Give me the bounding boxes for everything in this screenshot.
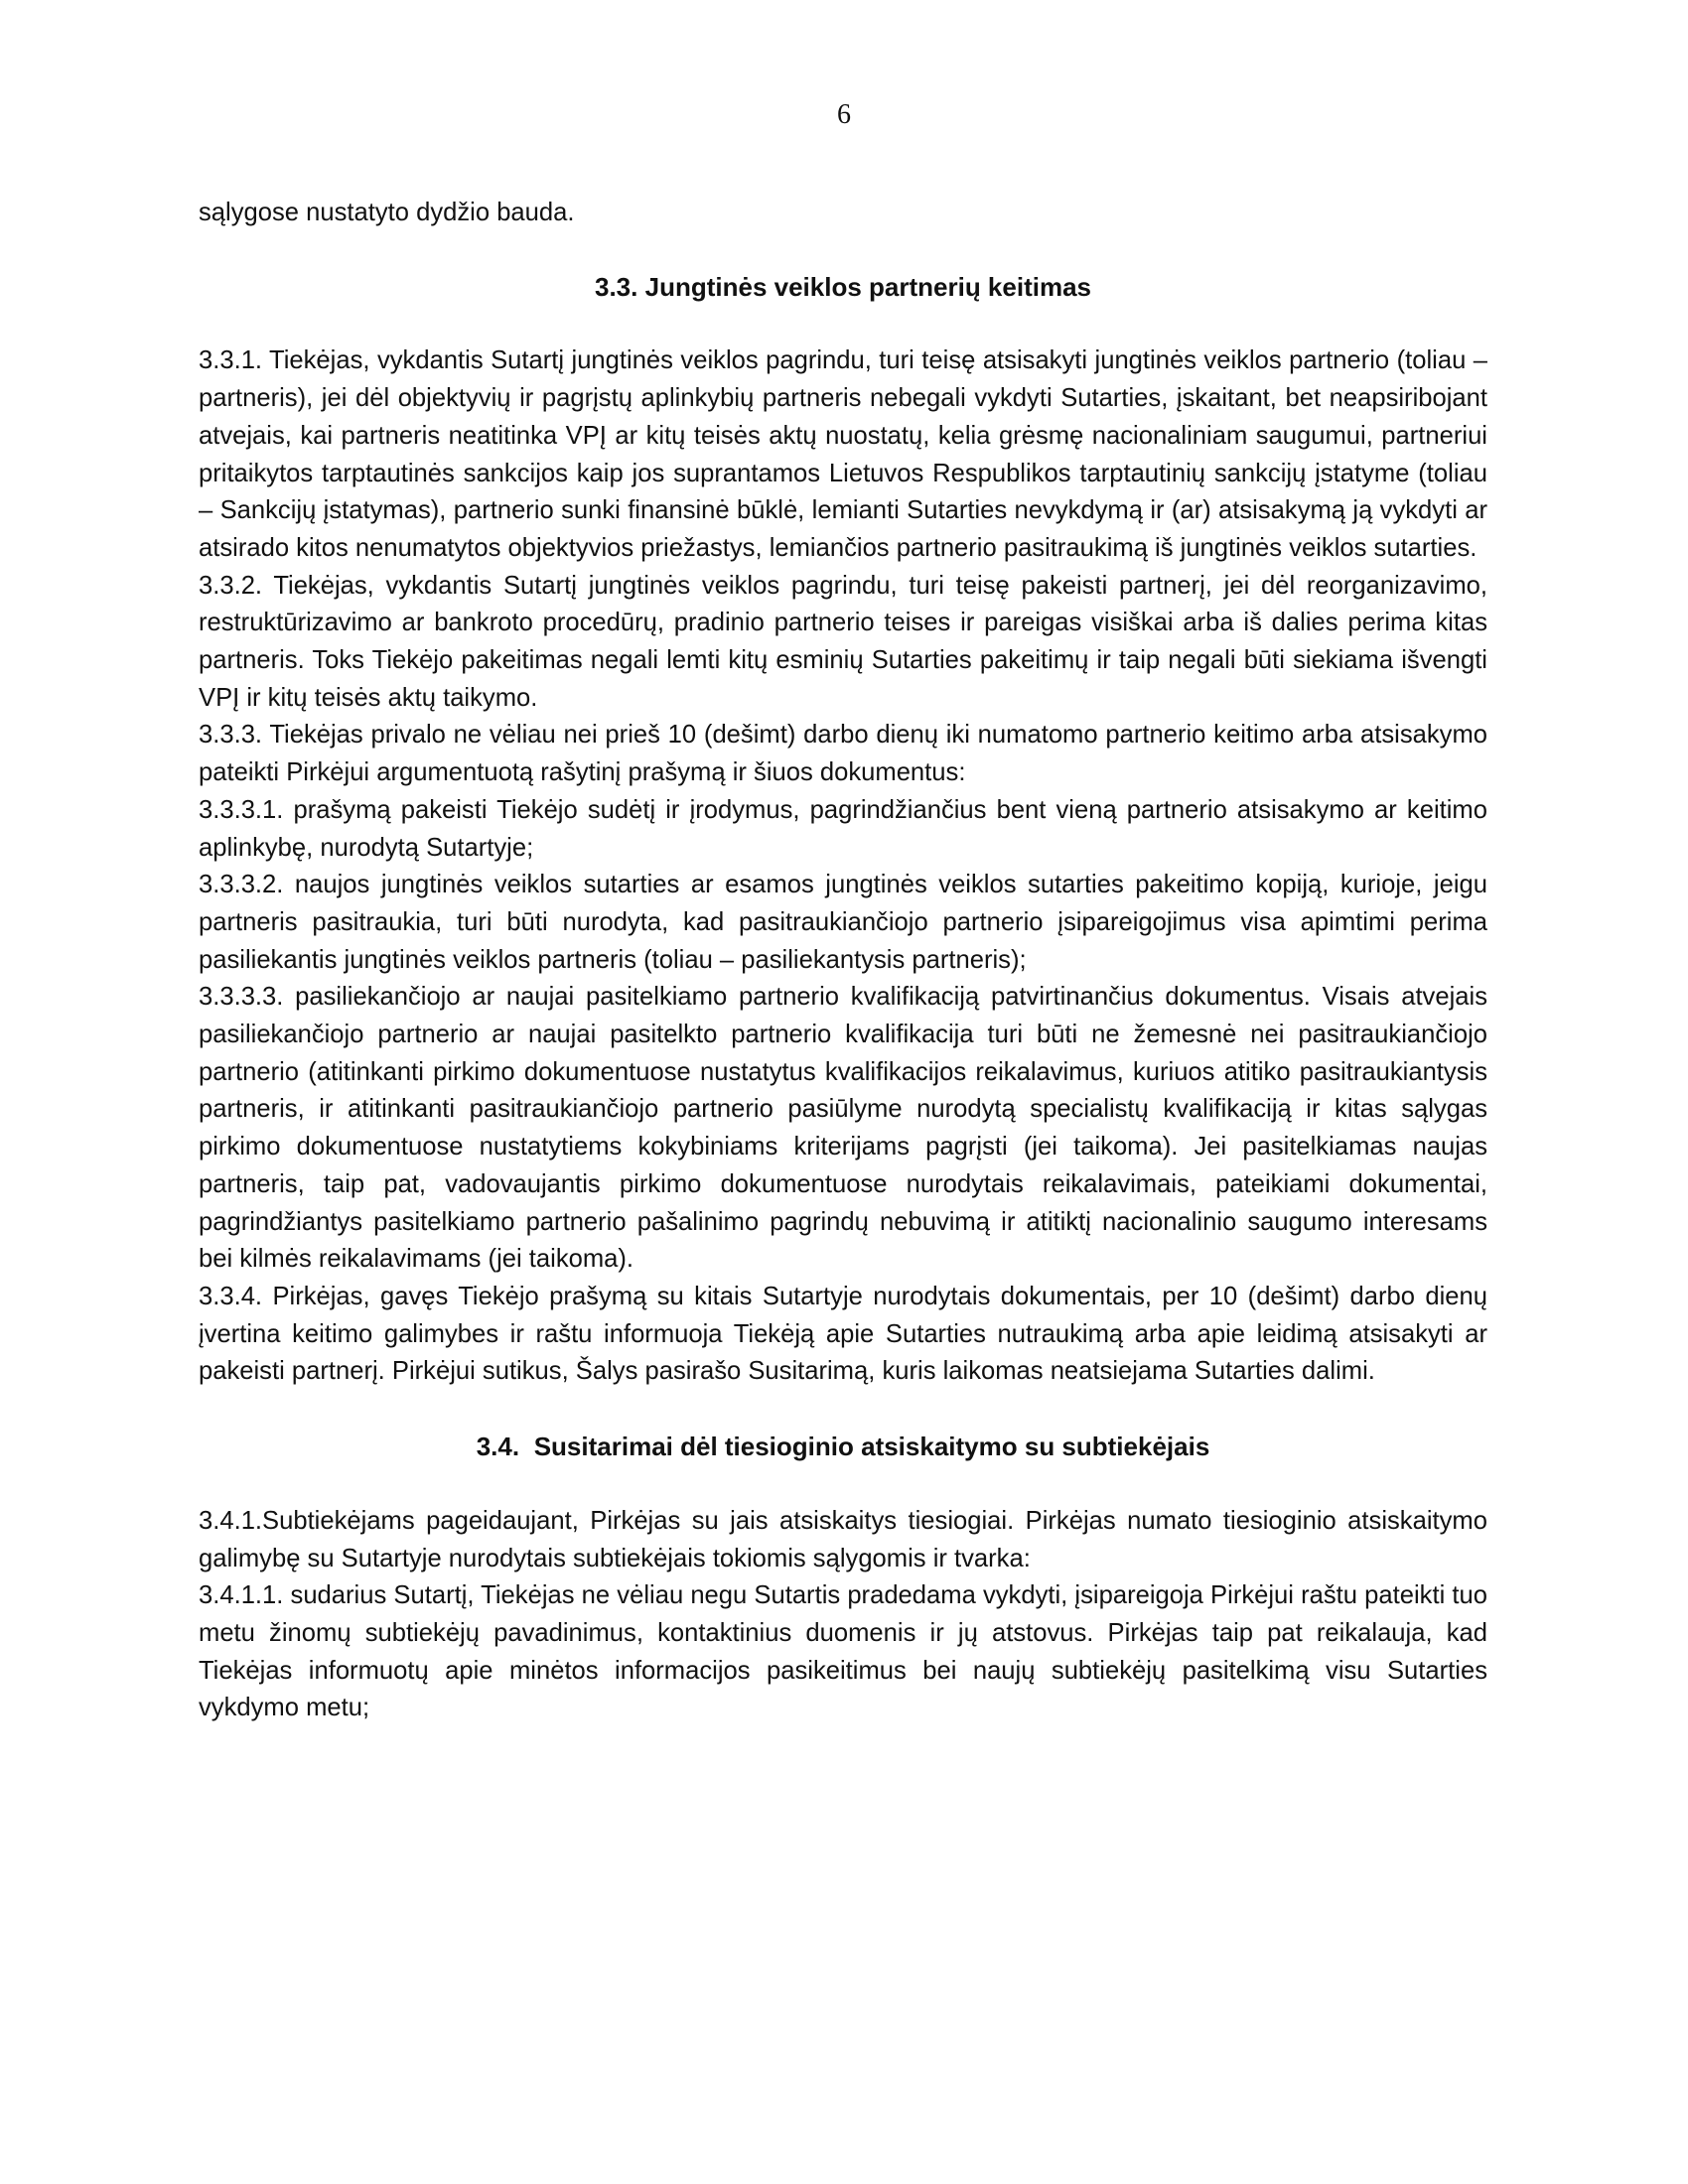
page-number: 6: [837, 99, 851, 130]
section-3-3-body: [199, 342, 1487, 1391]
section-heading-3-3: [199, 269, 1487, 307]
document-body: [199, 195, 1487, 1727]
clause-3-3-3-1: 3.3.3.1. prašymą pakeisti Tiekėjo sudėtį ir įrodymus, pagrindžiančius bent vieną partnerio atsisakymo ar keitimo aplinkybę, nurodytą Sutartyje;: [199, 795, 1487, 862]
clause-3-3-2: 3.3.2. Tiekėjas, vykdantis Sutartį jungtinės veiklos pagrindu, turi teisę pakeisti partnerį, jei dėl reorganizavimo, restruktūrizavimo ar bankroto procedūrų, pradinio partnerio teises ir pareigas visiškai arba iš dalies perima kitas partneris. Toks Tiekėjo pakeitimas negali lemti kitų esminių Sutarties pakeitimų ir taip negali būti siekiama išvengti VPĮ ir kitų teisės aktų taikymo.: [199, 571, 1487, 712]
clause-3-3-4: 3.3.4. Pirkėjas, gavęs Tiekėjo prašymą su kitais Sutartyje nurodytais dokumentais, per 10 (dešimt) darbo dienų įvertina keitimo galimybes ir raštu informuoja Tiekėją apie Sutarties nutraukimą arba apie leidimą atsisakyti ar pakeisti partnerį. Pirkėjui sutikus, Šalys pasirašo Susitarimą, kuris laikomas neatsiejama Sutarties dalimi.: [199, 1282, 1487, 1386]
section-title: Susitarimai dėl tiesioginio atsiskaitymo su subtiekėjais: [533, 1432, 1210, 1462]
section-heading-3-4: [199, 1429, 1487, 1466]
clause-3-3-3-3: 3.3.3.3. pasiliekančiojo ar naujai pasitelkiamo partnerio kvalifikaciją patvirtinančius dokumentus. Visais atvejais pasiliekančiojo partnerio ar naujai pasitelkto partnerio kvalifikacija turi būti ne žemesnė nei pasitraukiančiojo partnerio (atitinkanti pirkimo dokumentuose nustatytus kvalifikacijos reikalavimus, kuriuos atitiko pasitraukiantysis partneris, ir atitinkanti pasitraukiančiojo partnerio pasiūlyme nurodytą specialistų kvalifikaciją ir kitas sąlygas pirkimo dokumentuose nustatytiems kokybiniams kriterijams pagrįsti (jei taikoma). Jei pasitelkiamas naujas partneris, taip pat, vadovaujantis pirkimo dokumentuose nurodytais reikalavimais, pateikiami dokumentai, pagrindžiantys pasitelkiamo partnerio pašalinimo pagrindų nebuvimą ir atitiktį nacionalinio saugumo interesams bei kilmės reikalavimams (jei taikoma).: [199, 983, 1487, 1274]
continued-paragraph: sąlygose nustatyto dydžio bauda.: [199, 199, 575, 226]
section-number: 3.3.: [595, 271, 638, 302]
section-number: 3.4.: [476, 1432, 520, 1462]
clause-3-4-1-1: 3.4.1.1. sudarius Sutartį, Tiekėjas ne vėliau negu Sutartis pradedama vykdyti, įsipareigoja Pirkėjui raštu pateikti tuo metu žinomų subtiekėjų pavadinimus, kontaktinius duomenis ir jų atstovus. Pirkėjas taip pat reikalauja, kad Tiekėjas informuotų apie minėtos informacijos pasikeitimus bei naujų subtiekėjų pasitelkimą visu Sutarties vykdymo metu;: [199, 1581, 1487, 1722]
clause-3-3-1: 3.3.1. Tiekėjas, vykdantis Sutartį jungtinės veiklos pagrindu, turi teisę atsisakyti jungtinės veiklos partnerio (toliau – partneris), jei dėl objektyvių ir pagrįstų aplinkybių partneris nebegali vykdyti Sutarties, įskaitant, bet neapsiribojant atvejais, kai partneris neatitinka VPĮ ar kitų teisės aktų nuostatų, kelia grėsmę nacionaliniam saugumui, partneriui pritaikytos tarptautinės sankcijos kaip jos suprantamos Lietuvos Respublikos tarptautinių sankcijų įstatyme (toliau – Sankcijų įstatymas), partnerio sunki finansinė būklė, lemianti Sutarties nevykdymą ir (ar) atsisakymą ją vykdyti ar atsirado kitos nenumatytos objektyvios priežastys, lemiančios partnerio pasitraukimą iš jungtinės veiklos sutarties.: [199, 346, 1487, 562]
clause-3-3-3: 3.3.3. Tiekėjas privalo ne vėliau nei prieš 10 (dešimt) darbo dienų iki numatomo partnerio keitimo arba atsisakymo pateikti Pirkėjui argumentuotą rašytinį prašymą ir šiuos dokumentus:: [199, 721, 1487, 787]
clause-3-4-1: 3.4.1.Subtiekėjams pageidaujant, Pirkėjas su jais atsiskaitys tiesiogiai. Pirkėjas numato tiesioginio atsiskaitymo galimybę su Sutartyje nurodytais subtiekėjais tokiomis sąlygomis ir tvarka:: [199, 1506, 1487, 1572]
clause-3-3-3-2: 3.3.3.2. naujos jungtinės veiklos sutarties ar esamos jungtinės veiklos sutarties pakeitimo kopiją, kurioje, jeigu partneris pasitraukia, turi būti nurodyta, kad pasitraukiančiojo partnerio įsipareigojimus visa apimtimi perima pasiliekantis jungtinės veiklos partneris (toliau – pasiliekantysis partneris);: [199, 871, 1487, 974]
section-title: Jungtinės veiklos partnerių keitimas: [644, 271, 1091, 302]
section-3-4-body: [199, 1503, 1487, 1727]
